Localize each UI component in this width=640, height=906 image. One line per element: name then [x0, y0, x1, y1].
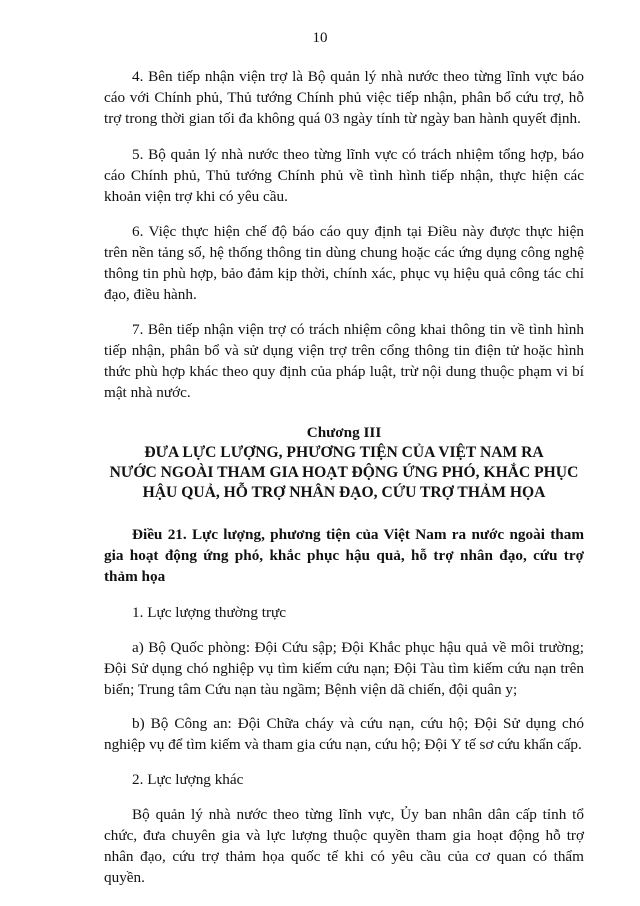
article-heading: Điều 21. Lực lượng, phương tiện của Việt Nam ra nước ngoài tham gia hoạt động ứng phó, khắc phục hậu quả, hỗ trợ nhân đạo, cứu trợ thảm họa [104, 526, 584, 585]
paragraph-other-forces: Bộ quản lý nhà nước theo từng lĩnh vực, Ủy ban nhân dân cấp tỉnh tổ chức, đưa chuyên gia và lực lượng thuộc quyền tham gia hoạt động hỗ trợ nhân đạo, cứu trợ thảm họa quốc tế khi có yêu cầu của cơ quan có thẩm quyền. [104, 806, 584, 886]
paragraph-ministry-public-security: b) Bộ Công an: Đội Chữa cháy và cứu nạn, cứu hộ; Đội Sử dụng chó nghiệp vụ để tìm kiếm và tham gia cứu nạn, cứu hộ; Đội Y tế sơ cứu khẩn cấp. [104, 715, 584, 753]
document-body [104, 66, 584, 888]
paragraph-item-5: 5. Bộ quản lý nhà nước theo từng lĩnh vực có trách nhiệm tổng hợp, báo cáo Chính phủ, Thủ tướng Chính phủ về tình hình tiếp nhận, thực hiện các khoản viện trợ khi có yêu cầu. [104, 146, 584, 205]
paragraph-item-4: 4. Bên tiếp nhận viện trợ là Bộ quản lý nhà nước theo từng lĩnh vực báo cáo với Chính phủ, Thủ tướng Chính phủ việc tiếp nhận, phân bổ cứu trợ, hỗ trợ trong thời gian tối đa không quá 03 ngày tính từ ngày ban hành quyết định. [104, 68, 584, 127]
section-standing-forces: 1. Lực lượng thường trực [132, 604, 287, 621]
chapter-title-line: HẬU QUẢ, HỖ TRỢ NHÂN ĐẠO, CỨU TRỢ THẢM HỌA [142, 484, 546, 501]
paragraph-ministry-defense: a) Bộ Quốc phòng: Đội Cứu sập; Đội Khắc phục hậu quả về môi trường; Đội Sử dụng chó nghiệp vụ tìm kiếm cứu nạn; Đội Tàu tìm kiếm cứu nạn trên biển; Trung tâm Cứu nạn tàu ngầm; Bệnh viện dã chiến, đội quân y; [104, 639, 584, 698]
chapter-heading [104, 423, 584, 503]
chapter-title-line: NƯỚC NGOÀI THAM GIA HOẠT ĐỘNG ỨNG PHÓ, KHẮC PHỤC [109, 464, 579, 481]
paragraph-item-6: 6. Việc thực hiện chế độ báo cáo quy định tại Điều này được thực hiện trên nền tảng số, hệ thống thông tin dùng chung hoặc các ứng dụng công nghệ thông tin phù hợp, bảo đảm kịp thời, chính xác, phục vụ hiệu quả công tác chỉ đạo, điều hành. [104, 223, 584, 303]
page-number: 10 [312, 30, 328, 46]
chapter-label: Chương III [306, 424, 382, 441]
section-other-forces: 2. Lực lượng khác [132, 771, 244, 788]
chapter-title-line: ĐƯA LỰC LƯỢNG, PHƯƠNG TIỆN CỦA VIỆT NAM RA [144, 444, 544, 461]
paragraph-item-7: 7. Bên tiếp nhận viện trợ có trách nhiệm công khai thông tin về tình hình tiếp nhận, phân bổ và sử dụng viện trợ trên cổng thông tin điện tử hoặc hình thức phù hợp khác theo quy định của pháp luật, trừ nội dung thuộc phạm vi bí mật nhà nước. [104, 321, 584, 401]
